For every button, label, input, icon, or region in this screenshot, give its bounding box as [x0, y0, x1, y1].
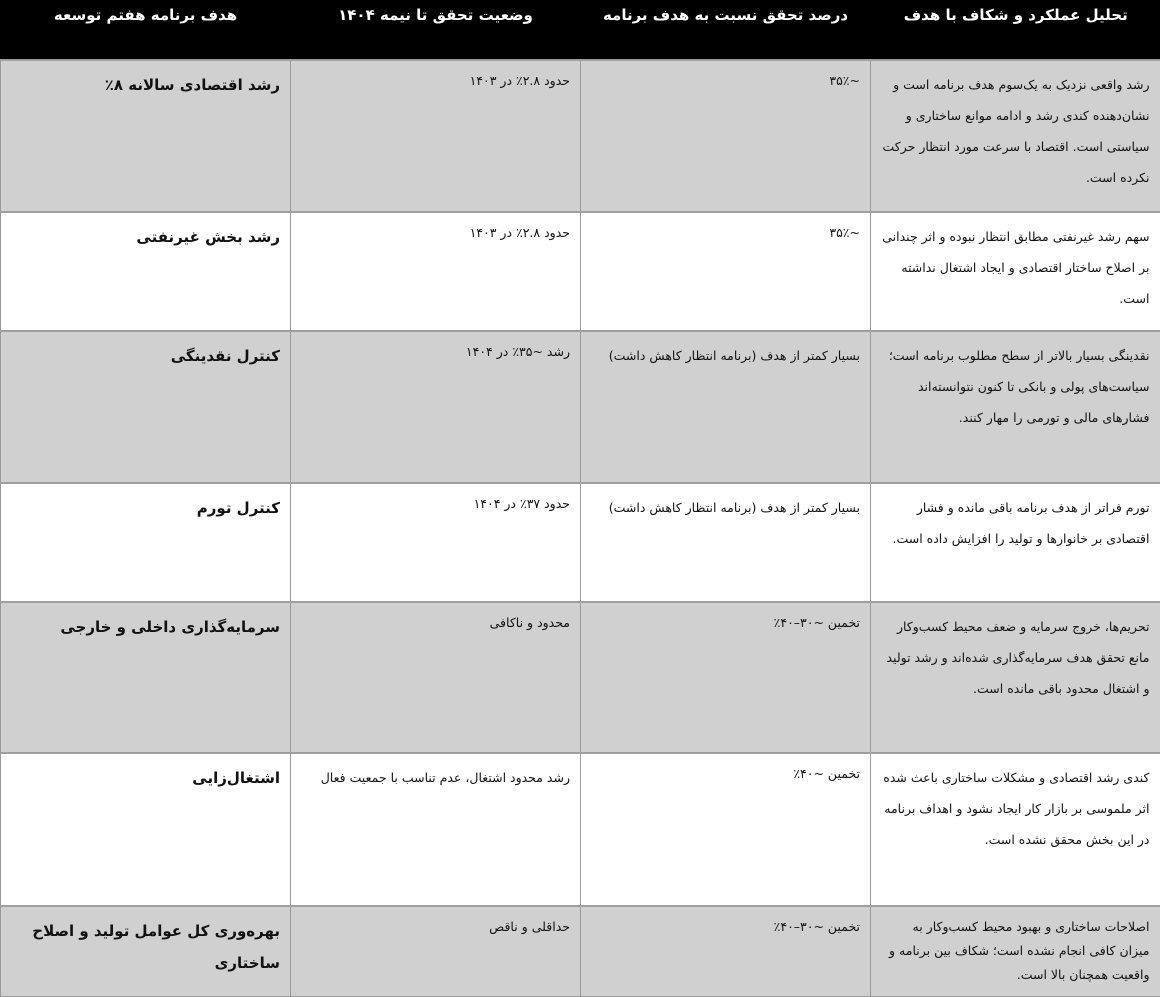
- percent-cell: تخمین ~۳۰–۴۰٪: [581, 906, 871, 996]
- header-row: [1, 0, 1160, 60]
- header-percent: درصد تحقق نسبت به هدف برنامه: [581, 0, 871, 60]
- table-row: [1, 753, 1160, 906]
- percent-cell: تخمین ~۴۰٪: [581, 753, 871, 906]
- percent-cell: تخمین ~۳۰–۴۰٪: [581, 602, 871, 753]
- analysis-cell: رشد واقعی نزدیک به یک‌سوم هدف برنامه است و نشان‌دهنده کندی رشد و ادامه موانع ساختاری و سیاستی است. اقتصاد با سرعت مورد انتظار حرکت نکرده است.: [871, 60, 1160, 212]
- goal-cell: سرمایه‌گذاری داخلی و خارجی: [1, 602, 291, 753]
- status-cell: رشد محدود اشتغال، عدم تناسب با جمعیت فعال: [291, 753, 581, 906]
- header-status: وضعیت تحقق تا نیمه ۱۴۰۴: [291, 0, 581, 60]
- table-row: [1, 483, 1160, 602]
- header-analysis: تحلیل عملکرد و شکاف با هدف: [871, 0, 1160, 60]
- analysis-cell: نقدینگی بسیار بالاتر از سطح مطلوب برنامه است؛ سیاست‌های پولی و بانکی تا کنون نتوانسته‌اند فشارهای مالی و تورمی را مهار کنند.: [871, 331, 1160, 483]
- goal-cell: رشد بخش غیرنفتی: [1, 212, 291, 331]
- goal-cell: بهره‌وری کل عوامل تولید و اصلاح ساختاری: [1, 906, 291, 996]
- status-cell: رشد ~۳۵٪ در ۱۴۰۴: [291, 331, 581, 483]
- analysis-cell: کندی رشد اقتصادی و مشکلات ساختاری باعث شده اثر ملموسی بر بازار کار ایجاد نشود و اهداف برنامه در این بخش محقق نشده است.: [871, 753, 1160, 906]
- status-cell: حدود ۲.۸٪ در ۱۴۰۳: [291, 212, 581, 331]
- goal-cell: کنترل تورم: [1, 483, 291, 602]
- table-row: [1, 331, 1160, 483]
- table-row: [1, 60, 1160, 212]
- goal-cell: رشد اقتصادی سالانه ۸٪: [1, 60, 291, 212]
- status-cell: حدود ۲.۸٪ در ۱۴۰۳: [291, 60, 581, 212]
- percent-cell: بسیار کمتر از هدف (برنامه انتظار کاهش داشت): [581, 331, 871, 483]
- analysis-cell: اصلاحات ساختاری و بهبود محیط کسب‌وکار به میزان کافی انجام نشده است؛ شکاف بین برنامه و واقعیت همچنان بالا است.: [871, 906, 1160, 996]
- table-row: [1, 212, 1160, 331]
- table-row: [1, 906, 1160, 996]
- goal-cell: اشتغال‌زایی: [1, 753, 291, 906]
- header-goal: هدف برنامه هفتم توسعه: [1, 0, 291, 60]
- table-row: [1, 602, 1160, 753]
- status-cell: حدود ۳۷٪ در ۱۴۰۴: [291, 483, 581, 602]
- percent-cell: ~۳۵٪: [581, 60, 871, 212]
- goal-cell: کنترل نقدینگی: [1, 331, 291, 483]
- percent-cell: بسیار کمتر از هدف (برنامه انتظار کاهش داشت): [581, 483, 871, 602]
- percent-cell: ~۳۵٪: [581, 212, 871, 331]
- analysis-cell: تحریم‌ها، خروج سرمایه و ضعف محیط کسب‌وکار مانع تحقق هدف سرمایه‌گذاری شده‌اند و رشد تولید و اشتغال محدود باقی مانده است.: [871, 602, 1160, 753]
- analysis-cell: تورم فراتر از هدف برنامه باقی مانده و فشار اقتصادی بر خانوارها و تولید را افزایش داده است.: [871, 483, 1160, 602]
- analysis-cell: سهم رشد غیرنفتی مطابق انتظار نبوده و اثر چندانی بر اصلاح ساختار اقتصادی و ایجاد اشتغال نداشته است.: [871, 212, 1160, 331]
- status-cell: حداقلی و ناقص: [291, 906, 581, 996]
- status-cell: محدود و ناکافی: [291, 602, 581, 753]
